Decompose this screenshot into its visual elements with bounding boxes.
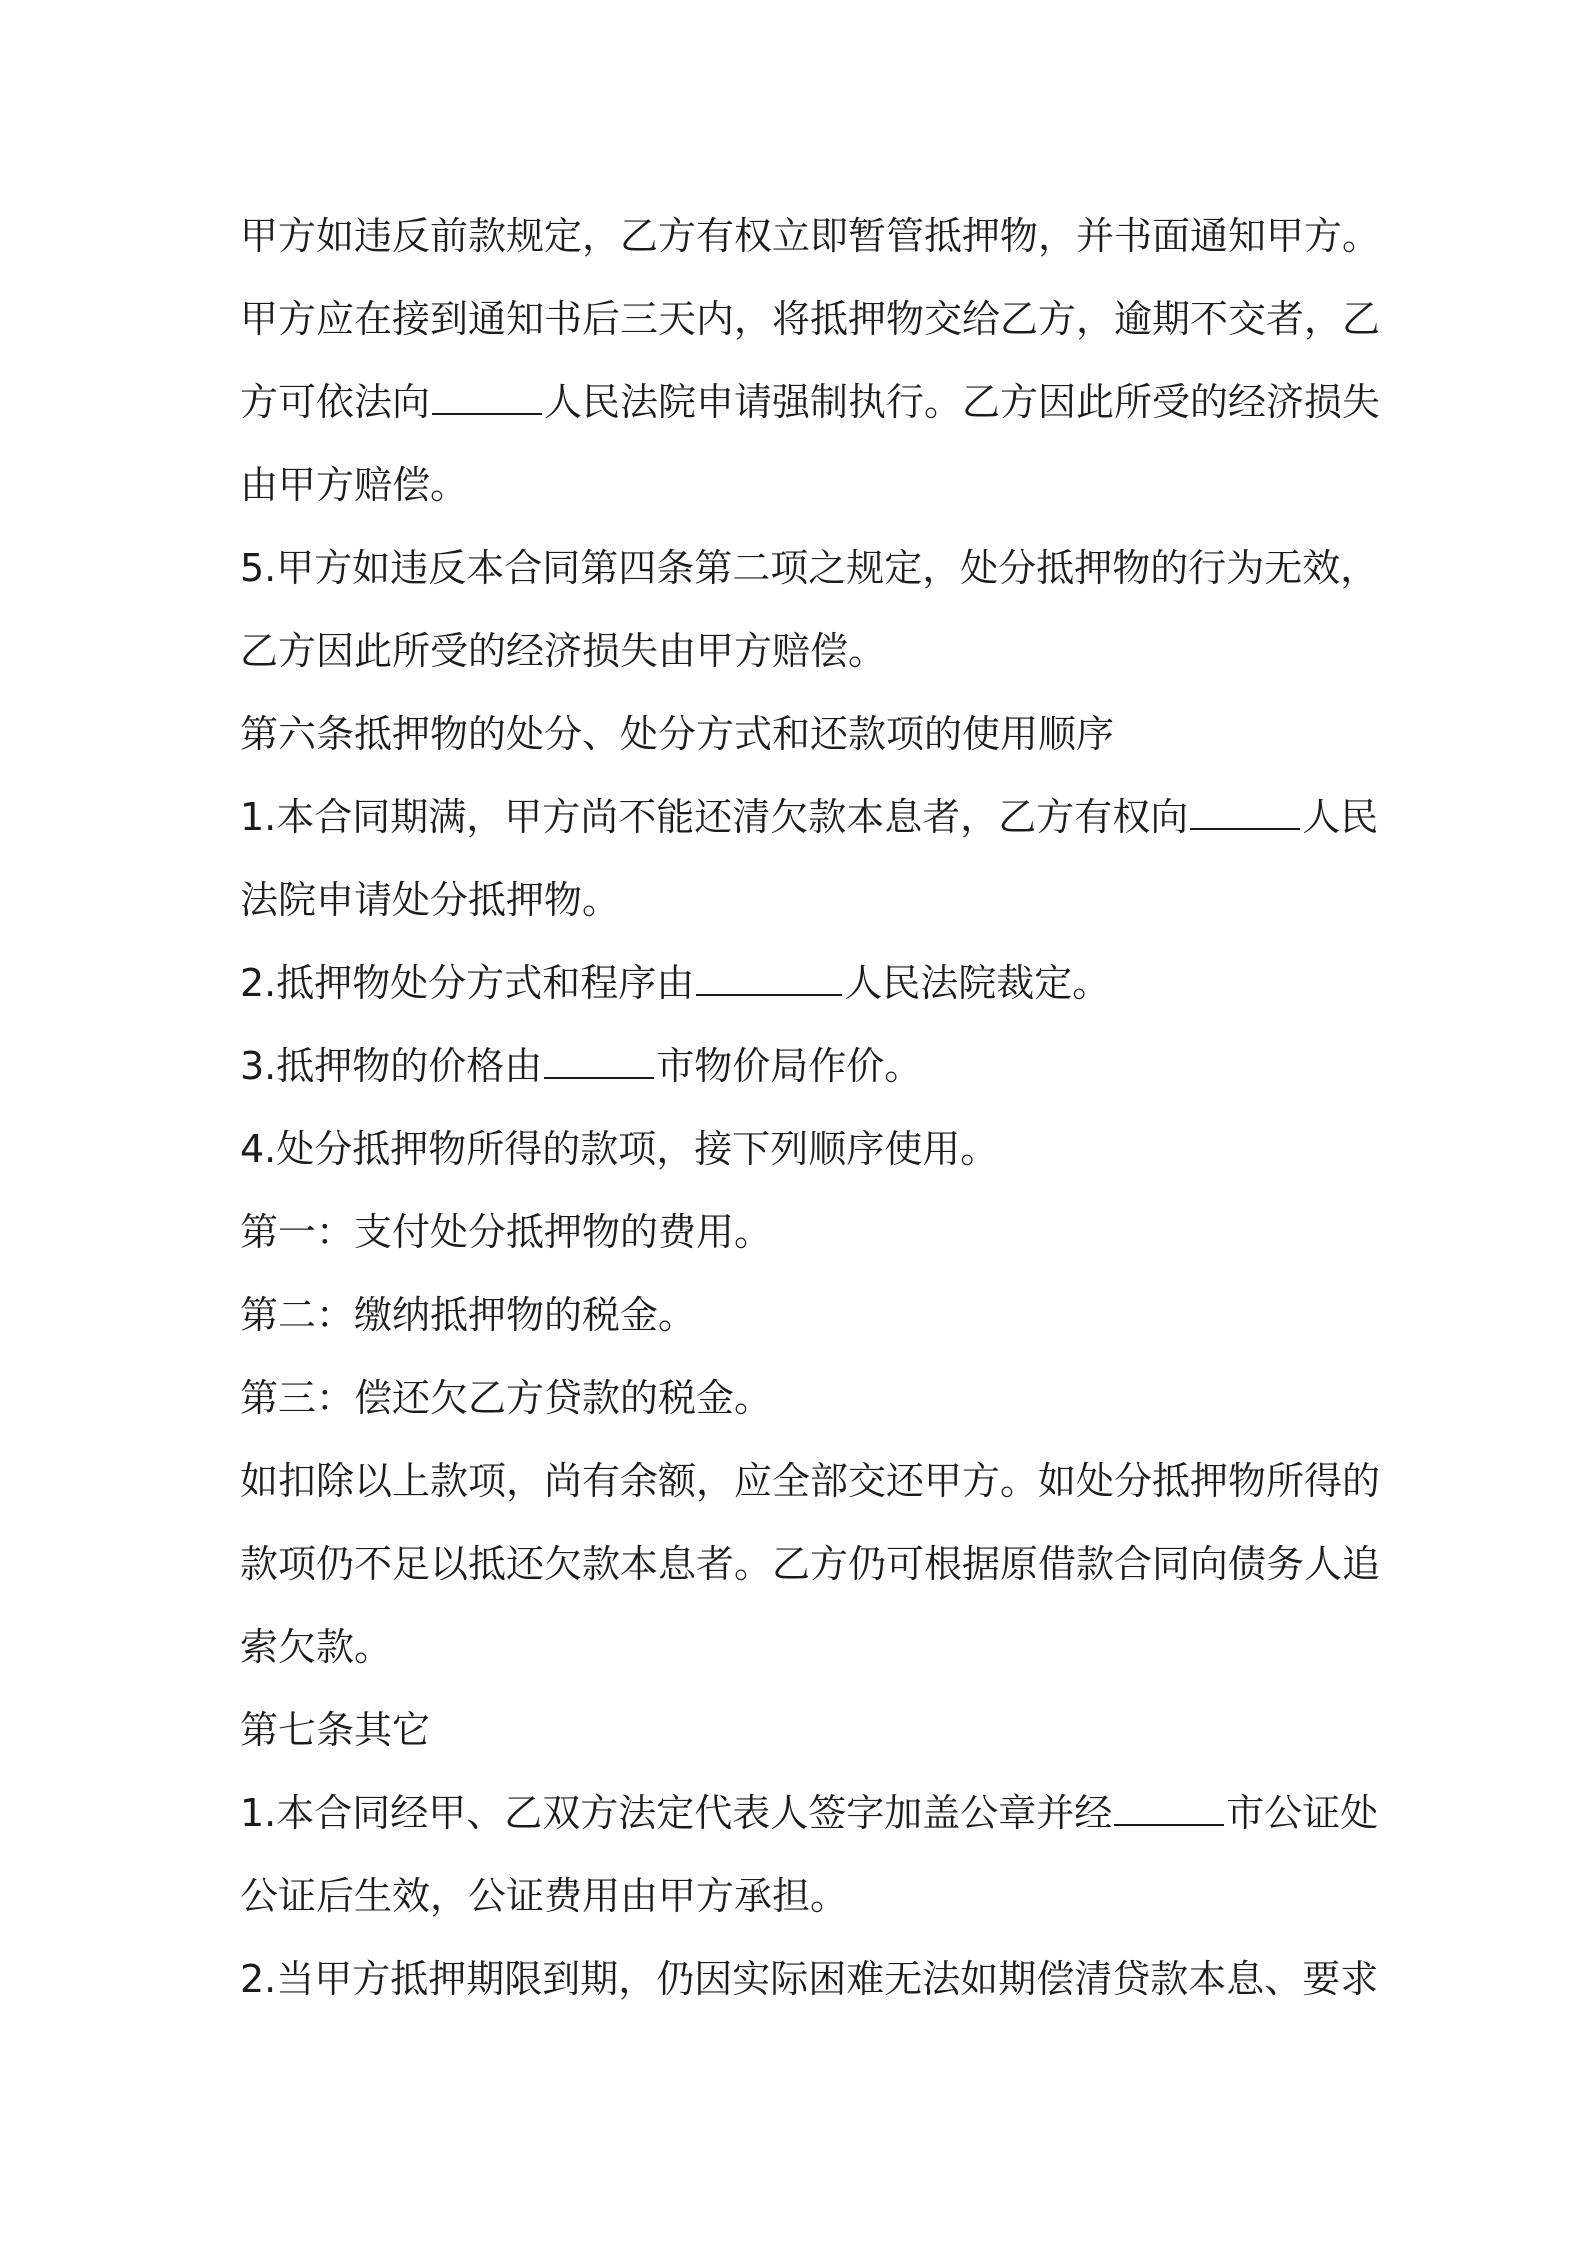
text-line	[240, 776, 1379, 859]
text-segment: 1.本合同经甲、乙双方法定代表人签字加盖公章并经	[240, 1791, 1113, 1835]
text-segment: 1.本合同期满，甲方尚不能还清欠款本息者，乙方有权向	[240, 795, 1189, 839]
article-6-heading	[240, 693, 1360, 776]
text-line: 第七条其它	[240, 1708, 431, 1752]
text-line: 由甲方赔偿。	[240, 463, 469, 507]
paragraph-article6-item2	[240, 942, 1360, 1025]
blank-court-field	[1190, 798, 1300, 830]
paragraph-article6-item3	[240, 1025, 1360, 1108]
paragraph-item-5	[240, 527, 1379, 693]
text-line: 5.甲方如违反本合同第四条第二项之规定，处分抵押物的行为无效，	[240, 546, 1379, 590]
text-segment: 人民	[1302, 795, 1379, 839]
text-segment: 2.抵押物处分方式和程序由	[240, 961, 695, 1005]
paragraph-order-second	[240, 1274, 1360, 1357]
text-line: 公证后生效，公证费用由甲方承担。	[240, 1874, 849, 1918]
text-line: 索欠款。	[240, 1625, 393, 1669]
text-line: 乙方因此所受的经济损失由甲方赔偿。	[240, 629, 887, 673]
blank-city-field	[544, 1047, 654, 1079]
paragraph-article7-item2	[240, 1938, 1379, 2021]
blank-court-field	[432, 383, 542, 415]
article-7-heading	[240, 1689, 1360, 1772]
paragraph-article7-item1	[240, 1772, 1379, 1938]
paragraph-article6-item4	[240, 1108, 1360, 1191]
paragraph-surplus	[240, 1440, 1381, 1689]
text-line: 甲方如违反前款规定，乙方有权立即暂管抵押物，并书面通知甲方。	[240, 214, 1381, 258]
text-line	[240, 1772, 1379, 1855]
text-line: 4.处分抵押物所得的款项，接下列顺序使用。	[240, 1127, 999, 1171]
text-segment: 人民法院申请强制执行。乙方因此所受的经济损失	[544, 380, 1381, 424]
text-line: 第二：缴纳抵押物的税金。	[240, 1293, 697, 1337]
text-segment: 市公证处	[1226, 1791, 1379, 1835]
text-line	[240, 942, 1360, 1025]
text-segment: 3.抵押物的价格由	[240, 1044, 543, 1088]
text-line: 第一：支付处分抵押物的费用。	[240, 1210, 773, 1254]
blank-court-field	[696, 964, 842, 996]
paragraph-order-third	[240, 1357, 1360, 1440]
text-line: 第六条抵押物的处分、处分方式和还款项的使用顺序	[240, 712, 1115, 756]
blank-city-field	[1114, 1794, 1224, 1826]
text-line: 2.当甲方抵押期限到期，仍因实际困难无法如期偿清贷款本息、要求	[240, 1957, 1379, 2001]
text-segment: 方可依法向	[240, 380, 431, 424]
document-page	[240, 195, 1381, 2021]
text-line	[240, 361, 1381, 444]
paragraph-order-first	[240, 1191, 1360, 1274]
text-segment: 市物价局作价。	[656, 1044, 923, 1088]
text-line: 甲方应在接到通知书后三天内，将抵押物交给乙方，逾期不交者，乙	[240, 297, 1381, 341]
text-line: 第三：偿还欠乙方贷款的税金。	[240, 1376, 773, 1420]
paragraph-article6-item1	[240, 776, 1379, 942]
paragraph-breach-custody	[240, 195, 1381, 527]
text-segment: 人民法院裁定。	[844, 961, 1111, 1005]
text-line: 法院申请处分抵押物。	[240, 878, 621, 922]
text-line: 如扣除以上款项，尚有余额，应全部交还甲方。如处分抵押物所得的	[240, 1459, 1381, 1503]
text-line: 款项仍不足以抵还欠款本息者。乙方仍可根据原借款合同向债务人追	[240, 1542, 1381, 1586]
text-line	[240, 1025, 1360, 1108]
